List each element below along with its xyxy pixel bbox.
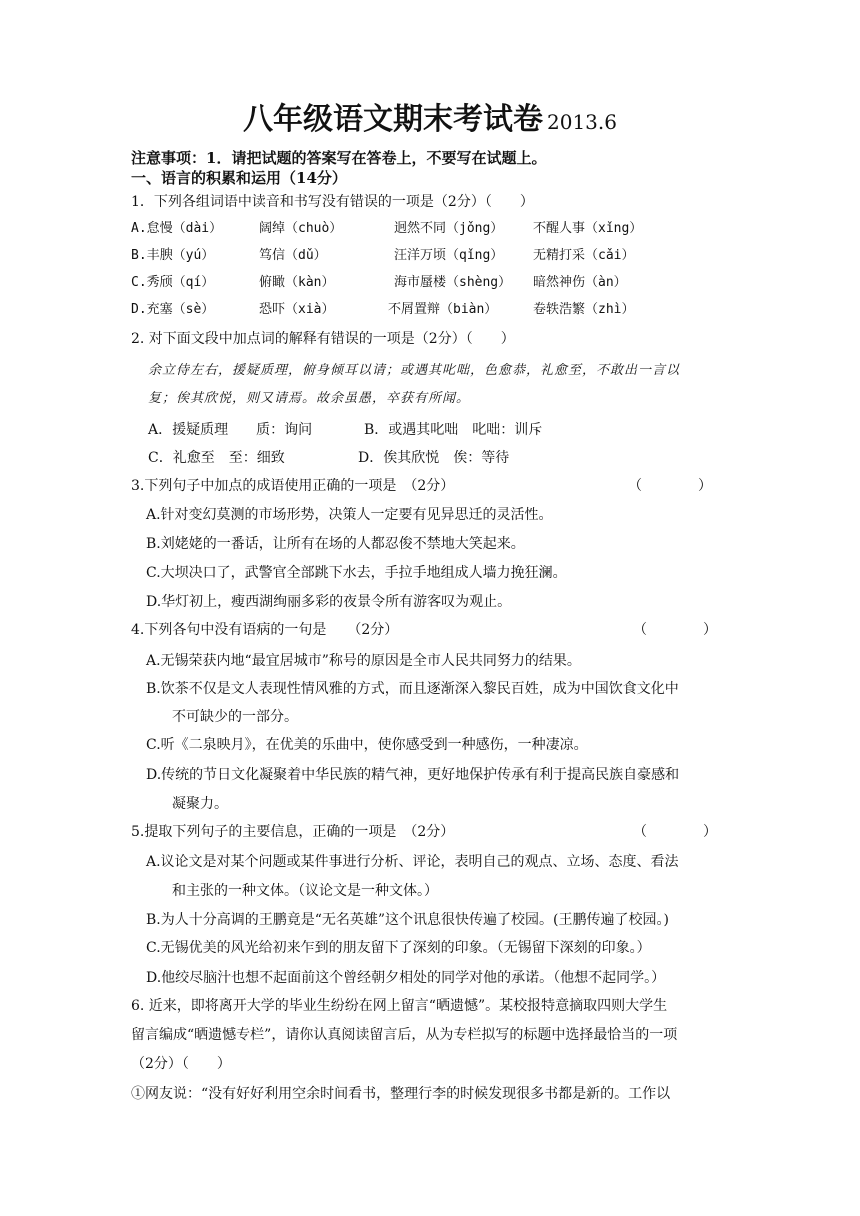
q1-a-col2: 阔绰（chuò） bbox=[259, 221, 343, 236]
q5-option-d: D.他绞尽脑汁也想不起面前这个曾经朝夕相处的同学对他的承诺。（他想不起同学。） bbox=[146, 970, 666, 986]
q4-stem: 4.下列各句中没有语病的一句是 （2分） bbox=[131, 622, 399, 638]
notice-line: 注意事项：1．请把试题的答案写在答卷上，不要写在试题上。 bbox=[131, 149, 547, 167]
q4-answer-paren: （ ） bbox=[633, 622, 717, 638]
q6-line3: （2分）（ ） bbox=[131, 1056, 231, 1072]
q4-option-a: A.无锡荣获内地“最宜居城市”称号的原因是全市人民共同努力的结果。 bbox=[146, 653, 581, 669]
q2-stem: 2. 对下面文段中加点词的解释有错误的一项是（2分）（ ） bbox=[131, 331, 515, 347]
q1-c-col1: C.秀颀（qí） bbox=[131, 275, 215, 290]
q3-option-c: C.大坝决口了，武警官全部跳下水去，手拉手地组成人墙力挽狂澜。 bbox=[146, 565, 567, 581]
q1-d-col2: 恐吓（xià） bbox=[259, 302, 335, 317]
section-heading: 一、语言的积累和运用（14分） bbox=[131, 169, 347, 187]
q1-c-col4: 暗然神伤（àn） bbox=[533, 275, 627, 290]
q1-stem: 1．下列各组词语中读音和书写没有错误的一项是（2分）（ ） bbox=[131, 194, 534, 210]
q1-b-col1: B.丰腴（yú） bbox=[131, 248, 215, 263]
q4-option-b-line1: B.饮茶不仅是文人表现性情风雅的方式，而且逐渐深入黎民百姓，成为中国饮食文化中 bbox=[146, 681, 679, 697]
q4-option-d-line1: D.传统的节日文化凝聚着中华民族的精气神，更好地保护传承有利于提高民族自豪感和 bbox=[146, 767, 680, 783]
q4-option-b-line2: 不可缺少的一部分。 bbox=[172, 709, 298, 725]
q6-line4: ①网友说：“没有好好利用空余时间看书，整理行李的时候发现很多书都是新的。工作以 bbox=[131, 1086, 671, 1102]
q3-option-d: D.华灯初上，瘦西湖绚丽多彩的夜景令所有游客叹为观止。 bbox=[146, 594, 512, 610]
q1-b-col3: 汪洋万顷（qǐng） bbox=[394, 248, 504, 263]
q5-option-b: B.为人十分高调的王鹏竟是“无名英雄”这个讯息很快传遍了校园。(王鹏传遍了校园。) bbox=[146, 912, 669, 928]
q1-a-col4: 不醒人事（xǐng） bbox=[533, 221, 643, 236]
q2-option-b: B．或遇其叱咄 叱咄：训斥 bbox=[364, 422, 543, 438]
q6-line2: 留言编成“晒遗憾专栏”，请你认真阅读留言后，从为专栏拟写的标题中选择最恰当的一项 bbox=[131, 1027, 678, 1043]
q3-stem: 3.下列句子中加点的成语使用正确的一项是 （2分） bbox=[131, 478, 455, 494]
q1-b-col2: 笃信（dǔ） bbox=[259, 248, 327, 263]
q1-c-col3: 海市蜃楼（shèng） bbox=[394, 275, 512, 290]
q2-passage-line1: 余立侍左右，援疑质理，俯身倾耳以请；或遇其叱咄，色愈恭，礼愈至，不敢出一言以 bbox=[148, 363, 681, 378]
q1-c-col2: 俯瞰（kàn） bbox=[259, 275, 335, 290]
q5-option-a-line1: A.议论文是对某个问题或某件事进行分析、评论，表明自己的观点、立场、态度、看法 bbox=[146, 854, 679, 870]
q1-a-col3: 迥然不同（jǒng） bbox=[394, 221, 504, 236]
q5-stem: 5.提取下列句子的主要信息，正确的一项是 （2分） bbox=[131, 824, 455, 840]
q2-option-c: C．礼愈至 至：细致 bbox=[148, 450, 285, 466]
q1-b-col4: 无精打采（cǎi） bbox=[533, 248, 635, 263]
q6-line1: 6. 近来，即将离开大学的毕业生纷纷在网上留言“晒遗憾”。某校报特意摘取四则大学生 bbox=[131, 998, 668, 1014]
q4-option-d-line2: 凝聚力。 bbox=[172, 796, 228, 812]
q5-option-a-line2: 和主张的一种文体。（议论文是一种文体。） bbox=[172, 883, 438, 899]
q2-option-d: D．俟其欣悦 俟：等待 bbox=[358, 450, 510, 466]
q1-d-col3: 不屑置辩（biàn） bbox=[388, 302, 498, 317]
title-year: 2013.6 bbox=[547, 110, 617, 134]
q1-d-col1: D.充塞（sè） bbox=[131, 302, 215, 317]
q3-option-b: B.刘姥姥的一番话，让所有在场的人都忍俊不禁地大笑起来。 bbox=[146, 536, 525, 552]
q3-answer-paren: （ ） bbox=[628, 478, 712, 494]
q4-option-c: C.听《二泉映月》，在优美的乐曲中，使你感受到一种感伤，一种凄凉。 bbox=[146, 737, 588, 753]
q5-answer-paren: （ ） bbox=[633, 824, 717, 840]
title-text: 八年级语文期末考试卷 bbox=[243, 102, 543, 137]
q2-option-a: A．援疑质理 质：询问 bbox=[148, 422, 313, 438]
q2-passage-line2: 复；俟其欣悦，则又请焉。故余虽愚，卒获有所闻。 bbox=[148, 391, 471, 406]
q5-option-c: C.无锡优美的风光给初来乍到的朋友留下了深刻的印象。（无锡留下深刻的印象。） bbox=[146, 940, 651, 956]
q1-d-col4: 卷轶浩繁（zhì） bbox=[533, 302, 635, 317]
exam-title bbox=[0, 100, 860, 142]
q1-a-col1: A.怠慢（dài） bbox=[131, 221, 223, 236]
q3-option-a: A.针对变幻莫测的市场形势，决策人一定要有见异思迁的灵活性。 bbox=[146, 507, 553, 523]
